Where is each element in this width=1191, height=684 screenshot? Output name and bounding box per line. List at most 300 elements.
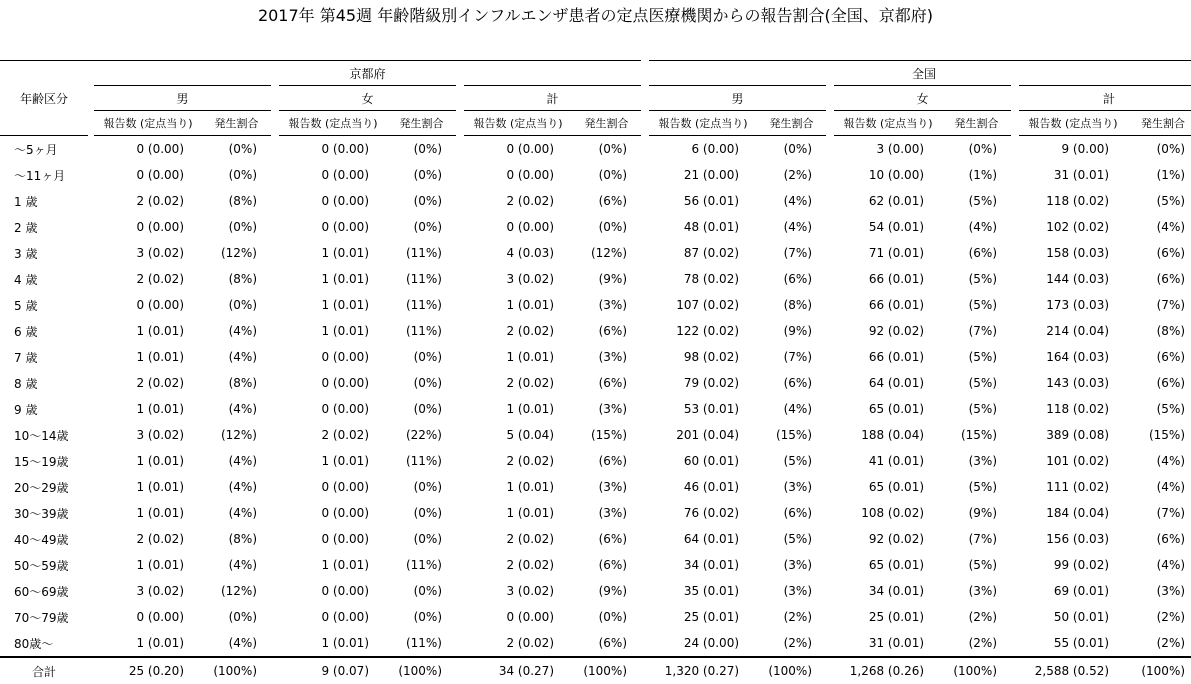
rate-cell: (0%)	[387, 214, 456, 240]
count-cell: 1 (0.01)	[279, 318, 387, 344]
rate-cell: (0%)	[387, 474, 456, 500]
rate-cell: (3%)	[572, 474, 641, 500]
rate-cell: (8%)	[202, 370, 271, 396]
age-label: 30〜39歳	[0, 500, 88, 526]
sex-header-kyoto-female: 女	[361, 92, 373, 106]
rate-cell: (15%)	[1127, 422, 1191, 448]
table-row	[0, 292, 1191, 318]
rate-cell: (4%)	[202, 318, 271, 344]
table-row	[0, 448, 1191, 474]
table-row	[0, 344, 1191, 370]
rate-header: 発生割合	[215, 117, 259, 130]
rate-cell: (3%)	[1127, 578, 1191, 604]
rate-cell: (2%)	[757, 162, 826, 188]
count-cell: 0 (0.00)	[94, 162, 202, 188]
rate-cell: (0%)	[387, 344, 456, 370]
rate-cell: (6%)	[1127, 266, 1191, 292]
count-cell: 25 (0.20)	[94, 657, 202, 684]
count-header: 報告数 (定点当り)	[843, 117, 932, 130]
rate-cell: (0%)	[202, 162, 271, 188]
table-row	[0, 162, 1191, 188]
rate-cell: (6%)	[572, 630, 641, 657]
rate-cell: (3%)	[572, 344, 641, 370]
count-cell: 1 (0.01)	[94, 630, 202, 657]
count-cell: 56 (0.01)	[649, 188, 757, 214]
age-label: 7 歳	[0, 344, 88, 370]
rate-cell: (100%)	[757, 657, 826, 684]
rate-cell: (3%)	[757, 552, 826, 578]
age-label: 20〜29歳	[0, 474, 88, 500]
count-cell: 9 (0.00)	[1019, 136, 1127, 163]
rate-cell: (100%)	[202, 657, 271, 684]
rate-cell: (6%)	[942, 240, 1011, 266]
table-row	[0, 526, 1191, 552]
rate-cell: (5%)	[1127, 188, 1191, 214]
count-cell: 1 (0.01)	[464, 500, 572, 526]
count-cell: 1 (0.01)	[279, 240, 387, 266]
rate-cell: (5%)	[942, 188, 1011, 214]
table-row	[0, 214, 1191, 240]
rate-cell: (8%)	[202, 188, 271, 214]
region-header-national: 全国	[912, 67, 936, 81]
age-label: 50〜59歳	[0, 552, 88, 578]
rate-cell: (0%)	[202, 136, 271, 163]
table-body	[0, 136, 1191, 684]
rate-cell: (6%)	[757, 500, 826, 526]
count-cell: 34 (0.01)	[834, 578, 942, 604]
count-cell: 1 (0.01)	[464, 292, 572, 318]
rate-cell: (6%)	[757, 370, 826, 396]
count-cell: 101 (0.02)	[1019, 448, 1127, 474]
count-cell: 0 (0.00)	[94, 604, 202, 630]
rate-cell: (6%)	[572, 370, 641, 396]
age-label: 2 歳	[0, 214, 88, 240]
rate-cell: (4%)	[202, 396, 271, 422]
rate-cell: (4%)	[1127, 474, 1191, 500]
rate-cell: (12%)	[202, 422, 271, 448]
count-cell: 1 (0.01)	[94, 552, 202, 578]
count-cell: 60 (0.01)	[649, 448, 757, 474]
rate-cell: (9%)	[757, 318, 826, 344]
rate-cell: (12%)	[572, 240, 641, 266]
count-cell: 0 (0.00)	[94, 292, 202, 318]
table-row	[0, 396, 1191, 422]
sex-header-kyoto-total: 計	[547, 92, 559, 106]
count-cell: 0 (0.00)	[279, 500, 387, 526]
rate-cell: (6%)	[572, 552, 641, 578]
count-cell: 87 (0.02)	[649, 240, 757, 266]
count-cell: 3 (0.00)	[834, 136, 942, 163]
count-cell: 55 (0.01)	[1019, 630, 1127, 657]
count-cell: 0 (0.00)	[464, 604, 572, 630]
rate-header: 発生割合	[770, 117, 814, 130]
count-cell: 76 (0.02)	[649, 500, 757, 526]
rate-cell: (9%)	[942, 500, 1011, 526]
count-cell: 2 (0.02)	[464, 448, 572, 474]
rate-cell: (0%)	[387, 578, 456, 604]
rate-cell: (6%)	[572, 448, 641, 474]
rate-cell: (0%)	[572, 162, 641, 188]
count-cell: 143 (0.03)	[1019, 370, 1127, 396]
rate-cell: (5%)	[757, 526, 826, 552]
rate-cell: (6%)	[1127, 344, 1191, 370]
count-cell: 0 (0.00)	[279, 578, 387, 604]
rate-cell: (0%)	[572, 604, 641, 630]
rate-cell: (5%)	[942, 292, 1011, 318]
count-cell: 65 (0.01)	[834, 396, 942, 422]
count-cell: 0 (0.00)	[464, 162, 572, 188]
rate-cell: (0%)	[387, 604, 456, 630]
count-cell: 0 (0.00)	[279, 188, 387, 214]
count-cell: 0 (0.00)	[279, 136, 387, 163]
rate-cell: (0%)	[387, 526, 456, 552]
rate-cell: (0%)	[757, 136, 826, 163]
age-label: 4 歳	[0, 266, 88, 292]
count-cell: 69 (0.01)	[1019, 578, 1127, 604]
rate-cell: (100%)	[387, 657, 456, 684]
rate-cell: (7%)	[757, 240, 826, 266]
rate-cell: (2%)	[1127, 604, 1191, 630]
rate-cell: (4%)	[202, 552, 271, 578]
count-cell: 1 (0.01)	[94, 344, 202, 370]
rate-cell: (11%)	[387, 318, 456, 344]
rate-cell: (6%)	[1127, 240, 1191, 266]
rate-cell: (4%)	[202, 344, 271, 370]
count-cell: 2 (0.02)	[464, 318, 572, 344]
rate-cell: (0%)	[387, 500, 456, 526]
count-cell: 25 (0.01)	[649, 604, 757, 630]
rate-cell: (7%)	[1127, 292, 1191, 318]
count-cell: 173 (0.03)	[1019, 292, 1127, 318]
rate-cell: (3%)	[572, 292, 641, 318]
rate-cell: (3%)	[942, 448, 1011, 474]
count-cell: 164 (0.03)	[1019, 344, 1127, 370]
rate-cell: (4%)	[757, 396, 826, 422]
rate-cell: (5%)	[942, 552, 1011, 578]
count-cell: 1 (0.01)	[94, 500, 202, 526]
rate-cell: (11%)	[387, 240, 456, 266]
rate-cell: (11%)	[387, 448, 456, 474]
age-label: 合計	[0, 657, 88, 684]
rate-cell: (8%)	[1127, 318, 1191, 344]
age-label: 10〜14歳	[0, 422, 88, 448]
count-cell: 25 (0.01)	[834, 604, 942, 630]
count-cell: 0 (0.00)	[279, 474, 387, 500]
count-cell: 0 (0.00)	[279, 604, 387, 630]
rate-cell: (0%)	[387, 136, 456, 163]
age-label: 40〜49歳	[0, 526, 88, 552]
rate-cell: (5%)	[942, 370, 1011, 396]
rate-cell: (11%)	[387, 292, 456, 318]
rate-cell: (8%)	[202, 266, 271, 292]
table-row	[0, 136, 1191, 163]
rate-cell: (11%)	[387, 552, 456, 578]
rate-cell: (100%)	[942, 657, 1011, 684]
rate-cell: (2%)	[757, 630, 826, 657]
count-cell: 3 (0.02)	[94, 240, 202, 266]
rate-cell: (0%)	[202, 292, 271, 318]
count-cell: 21 (0.00)	[649, 162, 757, 188]
table-row	[0, 318, 1191, 344]
count-cell: 2 (0.02)	[464, 526, 572, 552]
count-cell: 31 (0.01)	[1019, 162, 1127, 188]
count-cell: 188 (0.04)	[834, 422, 942, 448]
count-cell: 1 (0.01)	[279, 448, 387, 474]
rate-cell: (6%)	[1127, 370, 1191, 396]
rate-cell: (12%)	[202, 578, 271, 604]
count-cell: 389 (0.08)	[1019, 422, 1127, 448]
count-cell: 108 (0.02)	[834, 500, 942, 526]
rate-cell: (3%)	[757, 474, 826, 500]
age-column-header: 年齢区分	[20, 92, 68, 106]
rate-cell: (1%)	[1127, 162, 1191, 188]
count-cell: 184 (0.04)	[1019, 500, 1127, 526]
count-cell: 10 (0.00)	[834, 162, 942, 188]
count-cell: 62 (0.01)	[834, 188, 942, 214]
table-row	[0, 370, 1191, 396]
rate-cell: (4%)	[1127, 214, 1191, 240]
count-cell: 98 (0.02)	[649, 344, 757, 370]
age-label: 80歳〜	[0, 630, 88, 657]
rate-cell: (6%)	[757, 266, 826, 292]
page-title: 2017年 第45週 年齢階級別インフルエンザ患者の定点医療機関からの報告割合(全国、京都府)	[0, 6, 1191, 26]
rate-cell: (0%)	[202, 604, 271, 630]
rate-header: 発生割合	[955, 117, 999, 130]
age-label: 1 歳	[0, 188, 88, 214]
rate-cell: (1%)	[942, 162, 1011, 188]
rate-cell: (0%)	[1127, 136, 1191, 163]
rate-cell: (15%)	[572, 422, 641, 448]
count-cell: 0 (0.00)	[94, 214, 202, 240]
count-header: 報告数 (定点当り)	[473, 117, 562, 130]
count-header: 報告数 (定点当り)	[1028, 117, 1117, 130]
count-cell: 1 (0.01)	[279, 266, 387, 292]
count-cell: 78 (0.02)	[649, 266, 757, 292]
count-cell: 5 (0.04)	[464, 422, 572, 448]
table-row	[0, 188, 1191, 214]
rate-cell: (8%)	[202, 526, 271, 552]
count-cell: 4 (0.03)	[464, 240, 572, 266]
count-header: 報告数 (定点当り)	[658, 117, 747, 130]
count-cell: 66 (0.01)	[834, 292, 942, 318]
count-cell: 0 (0.00)	[279, 162, 387, 188]
count-cell: 2 (0.02)	[94, 266, 202, 292]
rate-cell: (4%)	[942, 214, 1011, 240]
table-row	[0, 604, 1191, 630]
count-cell: 0 (0.00)	[279, 370, 387, 396]
rate-cell: (0%)	[572, 136, 641, 163]
rate-cell: (15%)	[942, 422, 1011, 448]
rate-cell: (2%)	[1127, 630, 1191, 657]
count-cell: 214 (0.04)	[1019, 318, 1127, 344]
count-cell: 102 (0.02)	[1019, 214, 1127, 240]
count-cell: 1,268 (0.26)	[834, 657, 942, 684]
count-cell: 0 (0.00)	[464, 214, 572, 240]
rate-cell: (5%)	[1127, 396, 1191, 422]
rate-cell: (4%)	[1127, 448, 1191, 474]
count-cell: 34 (0.27)	[464, 657, 572, 684]
count-cell: 66 (0.01)	[834, 344, 942, 370]
table-row	[0, 474, 1191, 500]
count-cell: 2 (0.02)	[464, 552, 572, 578]
rate-cell: (7%)	[942, 526, 1011, 552]
rate-cell: (6%)	[572, 188, 641, 214]
count-cell: 9 (0.07)	[279, 657, 387, 684]
count-cell: 0 (0.00)	[94, 136, 202, 163]
age-label: 5 歳	[0, 292, 88, 318]
rate-cell: (4%)	[1127, 552, 1191, 578]
age-label: 6 歳	[0, 318, 88, 344]
rate-cell: (5%)	[757, 448, 826, 474]
region-header-kyoto: 京都府	[350, 67, 386, 81]
rate-cell: (9%)	[572, 578, 641, 604]
rate-header: 発生割合	[1141, 117, 1185, 130]
rate-cell: (0%)	[387, 370, 456, 396]
count-cell: 118 (0.02)	[1019, 188, 1127, 214]
count-cell: 66 (0.01)	[834, 266, 942, 292]
count-cell: 118 (0.02)	[1019, 396, 1127, 422]
count-cell: 50 (0.01)	[1019, 604, 1127, 630]
count-cell: 144 (0.03)	[1019, 266, 1127, 292]
count-cell: 64 (0.01)	[649, 526, 757, 552]
sex-header-national-total: 計	[1103, 92, 1115, 106]
count-cell: 2 (0.02)	[279, 422, 387, 448]
count-cell: 1 (0.01)	[94, 448, 202, 474]
rate-header: 発生割合	[585, 117, 629, 130]
count-cell: 0 (0.00)	[279, 526, 387, 552]
rate-cell: (4%)	[757, 188, 826, 214]
total-row	[0, 657, 1191, 684]
count-cell: 2 (0.02)	[94, 188, 202, 214]
age-label: 3 歳	[0, 240, 88, 266]
rate-cell: (4%)	[757, 214, 826, 240]
age-label: 〜5ヶ月	[0, 136, 88, 163]
count-cell: 1 (0.01)	[279, 292, 387, 318]
count-cell: 1 (0.01)	[94, 318, 202, 344]
count-cell: 3 (0.02)	[464, 266, 572, 292]
count-cell: 92 (0.02)	[834, 526, 942, 552]
rate-cell: (7%)	[757, 344, 826, 370]
rate-cell: (5%)	[942, 396, 1011, 422]
rate-cell: (2%)	[757, 604, 826, 630]
sex-header-national-female: 女	[917, 92, 929, 106]
rate-cell: (9%)	[572, 266, 641, 292]
rate-cell: (100%)	[1127, 657, 1191, 684]
rate-cell: (5%)	[942, 266, 1011, 292]
count-cell: 156 (0.03)	[1019, 526, 1127, 552]
count-cell: 2 (0.02)	[464, 370, 572, 396]
count-cell: 48 (0.01)	[649, 214, 757, 240]
rate-cell: (0%)	[572, 214, 641, 240]
rate-cell: (0%)	[387, 188, 456, 214]
rate-cell: (4%)	[202, 474, 271, 500]
rate-cell: (7%)	[1127, 500, 1191, 526]
sex-header-kyoto-male: 男	[176, 92, 188, 106]
count-cell: 31 (0.01)	[834, 630, 942, 657]
rate-cell: (0%)	[202, 214, 271, 240]
count-cell: 54 (0.01)	[834, 214, 942, 240]
rate-cell: (100%)	[572, 657, 641, 684]
count-header: 報告数 (定点当り)	[288, 117, 377, 130]
count-cell: 46 (0.01)	[649, 474, 757, 500]
count-cell: 6 (0.00)	[649, 136, 757, 163]
rate-cell: (2%)	[942, 630, 1011, 657]
count-cell: 34 (0.01)	[649, 552, 757, 578]
count-cell: 3 (0.02)	[94, 578, 202, 604]
count-cell: 65 (0.01)	[834, 552, 942, 578]
rate-cell: (0%)	[387, 162, 456, 188]
count-cell: 1 (0.01)	[94, 396, 202, 422]
count-cell: 201 (0.04)	[649, 422, 757, 448]
table-row	[0, 500, 1191, 526]
count-cell: 0 (0.00)	[464, 136, 572, 163]
table-row	[0, 240, 1191, 266]
count-cell: 1 (0.01)	[464, 474, 572, 500]
count-cell: 1 (0.01)	[94, 474, 202, 500]
age-label: 8 歳	[0, 370, 88, 396]
count-cell: 99 (0.02)	[1019, 552, 1127, 578]
rate-cell: (5%)	[942, 344, 1011, 370]
rate-cell: (6%)	[1127, 526, 1191, 552]
count-cell: 2 (0.02)	[94, 370, 202, 396]
count-cell: 2 (0.02)	[464, 188, 572, 214]
count-cell: 0 (0.00)	[279, 344, 387, 370]
rate-cell: (3%)	[572, 500, 641, 526]
rate-cell: (3%)	[942, 578, 1011, 604]
table-row	[0, 266, 1191, 292]
rate-cell: (4%)	[202, 630, 271, 657]
rate-cell: (3%)	[572, 396, 641, 422]
count-cell: 53 (0.01)	[649, 396, 757, 422]
count-cell: 122 (0.02)	[649, 318, 757, 344]
rate-header: 発生割合	[400, 117, 444, 130]
rate-cell: (11%)	[387, 266, 456, 292]
table-row	[0, 578, 1191, 604]
count-cell: 3 (0.02)	[464, 578, 572, 604]
age-label: 70〜79歳	[0, 604, 88, 630]
rate-cell: (22%)	[387, 422, 456, 448]
count-cell: 1,320 (0.27)	[649, 657, 757, 684]
rate-cell: (3%)	[757, 578, 826, 604]
rate-cell: (4%)	[202, 500, 271, 526]
rate-cell: (6%)	[572, 526, 641, 552]
count-cell: 158 (0.03)	[1019, 240, 1127, 266]
count-cell: 1 (0.01)	[279, 552, 387, 578]
count-header: 報告数 (定点当り)	[103, 117, 192, 130]
rate-cell: (11%)	[387, 630, 456, 657]
rate-cell: (12%)	[202, 240, 271, 266]
count-cell: 0 (0.00)	[279, 214, 387, 240]
rate-cell: (15%)	[757, 422, 826, 448]
count-cell: 35 (0.01)	[649, 578, 757, 604]
count-cell: 65 (0.01)	[834, 474, 942, 500]
rate-cell: (7%)	[942, 318, 1011, 344]
table-row	[0, 630, 1191, 657]
rate-cell: (6%)	[572, 318, 641, 344]
count-cell: 1 (0.01)	[279, 630, 387, 657]
count-cell: 71 (0.01)	[834, 240, 942, 266]
count-cell: 64 (0.01)	[834, 370, 942, 396]
count-cell: 3 (0.02)	[94, 422, 202, 448]
sex-header-national-male: 男	[732, 92, 744, 106]
count-cell: 24 (0.00)	[649, 630, 757, 657]
rate-cell: (5%)	[942, 474, 1011, 500]
table-row	[0, 552, 1191, 578]
age-label: 15〜19歳	[0, 448, 88, 474]
count-cell: 2 (0.02)	[94, 526, 202, 552]
rate-cell: (4%)	[202, 448, 271, 474]
age-label: 〜11ヶ月	[0, 162, 88, 188]
